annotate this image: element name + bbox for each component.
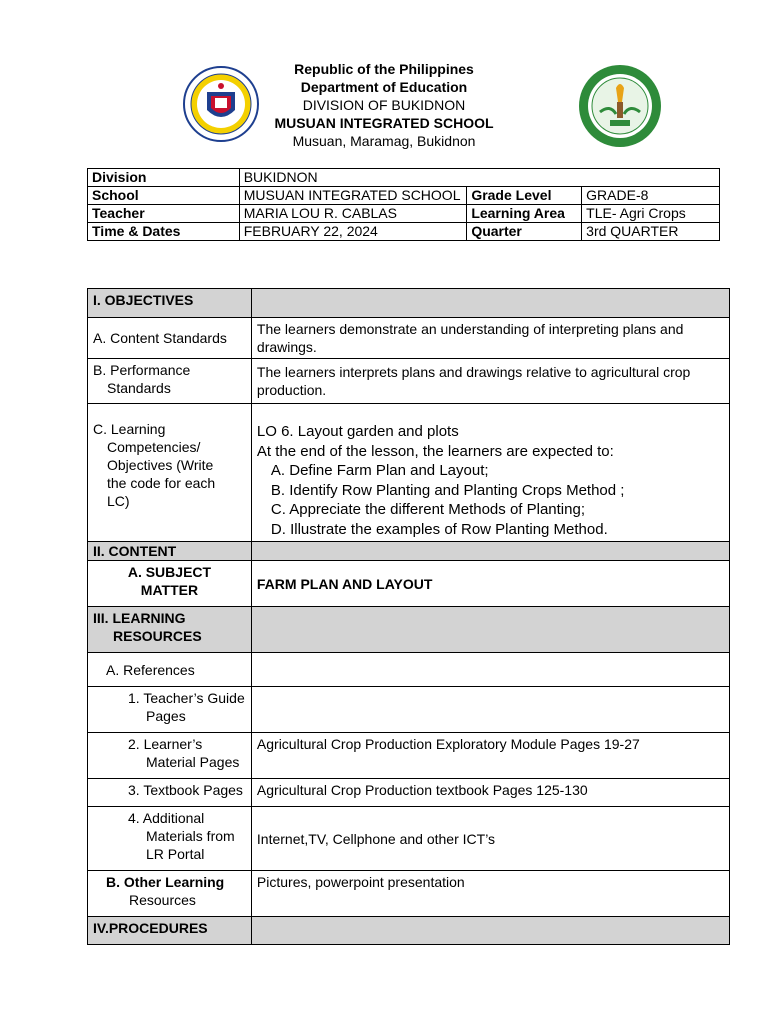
procedures-label: IV.PROCEDURES bbox=[88, 917, 252, 945]
learning-resources-row bbox=[88, 607, 730, 653]
references-row bbox=[88, 653, 730, 687]
textbook-row bbox=[88, 779, 730, 807]
resources-label-line-2: RESOURCES bbox=[113, 628, 202, 644]
division-value: BUKIDNON bbox=[239, 169, 719, 187]
subject-matter-row bbox=[88, 561, 730, 607]
time-label: Time & Dates bbox=[88, 223, 240, 241]
content-standards-label: A. Content Standards bbox=[88, 318, 252, 359]
subject-matter-label bbox=[88, 561, 252, 607]
content-value bbox=[251, 542, 729, 561]
am-label-line-1: 4. Additional bbox=[128, 810, 205, 826]
lc-label-line-4: the code for each bbox=[107, 475, 216, 491]
tg-label-line-2: Pages bbox=[146, 708, 186, 724]
info-row-teacher bbox=[88, 205, 720, 223]
learners-material-value: Agricultural Crop Production Exploratory Module Pages 19-27 bbox=[251, 733, 729, 779]
division-label: Division bbox=[88, 169, 240, 187]
am-label-line-2: Materials from bbox=[146, 828, 235, 844]
area-label: Learning Area bbox=[467, 205, 582, 223]
content-standards-row bbox=[88, 318, 730, 359]
quarter-value: 3rd QUARTER bbox=[582, 223, 720, 241]
header-line-2: Department of Education bbox=[300, 79, 468, 95]
learning-competencies-label bbox=[88, 404, 252, 542]
lc-label-line-1: C. Learning bbox=[93, 421, 166, 437]
learners-material-label bbox=[88, 733, 252, 779]
grade-label: Grade Level bbox=[467, 187, 582, 205]
other-label-line-1: B. Other Learning bbox=[106, 874, 225, 890]
textbook-label: 3. Textbook Pages bbox=[88, 779, 252, 807]
subject-matter-value: FARM PLAN AND LAYOUT bbox=[251, 561, 729, 607]
content-label: II. CONTENT bbox=[88, 542, 252, 561]
grade-value: GRADE-8 bbox=[582, 187, 720, 205]
performance-label-line-1: B. Performance bbox=[93, 362, 191, 378]
resources-label-line-1: III. LEARNING bbox=[93, 610, 186, 626]
teachers-guide-row bbox=[88, 687, 730, 733]
lm-label-line-1: 2. Learner’s bbox=[128, 736, 203, 752]
lc-objective-item: B. Identify Row Planting and Planting Crops Method ; bbox=[270, 481, 625, 499]
learners-material-row bbox=[88, 733, 730, 779]
performance-standards-row bbox=[88, 359, 730, 404]
info-row-division bbox=[88, 169, 720, 187]
lc-title: LO 6. Layout garden and plots bbox=[256, 423, 459, 440]
header-line-5: Musuan, Maramag, Bukidnon bbox=[292, 133, 476, 149]
subject-label-line-2: MATTER bbox=[140, 582, 199, 598]
area-value: TLE- Agri Crops bbox=[582, 205, 720, 223]
procedures-value bbox=[251, 917, 729, 945]
am-label-line-3: LR Portal bbox=[146, 846, 205, 862]
performance-standards-value: The learners interprets plans and drawings relative to agricultural crop production. bbox=[251, 359, 729, 404]
learning-resources-value bbox=[251, 607, 729, 653]
lc-objective-item: D. Illustrate the examples of Row Planting Method. bbox=[270, 520, 608, 538]
teacher-label: Teacher bbox=[88, 205, 240, 223]
objectives-label: I. OBJECTIVES bbox=[88, 289, 252, 318]
learning-competencies-value bbox=[251, 404, 729, 542]
content-standards-value: The learners demonstrate an understanding of interpreting plans and drawings. bbox=[251, 318, 729, 359]
lc-objectives-list bbox=[257, 461, 724, 539]
additional-materials-label bbox=[88, 807, 252, 871]
learning-resources-label bbox=[88, 607, 252, 653]
school-value: MUSUAN INTEGRATED SCHOOL bbox=[239, 187, 467, 205]
header-line-1: Republic of the Philippines bbox=[294, 61, 474, 77]
other-resources-value: Pictures, powerpoint presentation bbox=[251, 871, 729, 917]
document-header bbox=[0, 60, 768, 150]
procedures-row bbox=[88, 917, 730, 945]
info-table bbox=[87, 168, 720, 241]
time-value: FEBRUARY 22, 2024 bbox=[239, 223, 467, 241]
lc-intro: At the end of the lesson, the learners are expected to: bbox=[256, 442, 614, 460]
lc-label-line-5: LC) bbox=[107, 493, 130, 509]
lc-objective-item: A. Define Farm Plan and Layout; bbox=[270, 462, 489, 479]
teachers-guide-value bbox=[251, 687, 729, 733]
other-resources-label bbox=[88, 871, 252, 917]
info-row-time bbox=[88, 223, 720, 241]
teacher-value: MARIA LOU R. CABLAS bbox=[239, 205, 467, 223]
lm-label-line-2: Material Pages bbox=[146, 754, 240, 770]
references-label: A. References bbox=[88, 653, 252, 687]
textbook-value: Agricultural Crop Production textbook Pages 125-130 bbox=[251, 779, 729, 807]
additional-materials-row bbox=[88, 807, 730, 871]
performance-standards-label bbox=[88, 359, 252, 404]
other-label-line-2: Resources bbox=[129, 892, 196, 908]
objectives-value bbox=[251, 289, 729, 318]
lc-objective-item: C. Appreciate the different Methods of Planting; bbox=[270, 501, 585, 518]
other-resources-row bbox=[88, 871, 730, 917]
header-line-3: DIVISION OF BUKIDNON bbox=[302, 97, 466, 113]
tg-label-line-1: 1. Teacher’s Guide bbox=[128, 690, 245, 706]
additional-materials-value: Internet,TV, Cellphone and other ICT’s bbox=[251, 807, 729, 871]
quarter-label: Quarter bbox=[467, 223, 582, 241]
objectives-row bbox=[88, 289, 730, 318]
references-value bbox=[251, 653, 729, 687]
lc-label-line-2: Competencies/ bbox=[107, 439, 201, 455]
lc-label-line-3: Objectives (Write bbox=[107, 457, 214, 473]
content-row bbox=[88, 542, 730, 561]
performance-label-line-2: Standards bbox=[107, 380, 171, 396]
lesson-plan-table bbox=[87, 288, 730, 945]
learning-competencies-row bbox=[88, 404, 730, 542]
school-label: School bbox=[88, 187, 240, 205]
subject-label-line-1: A. SUBJECT bbox=[127, 564, 212, 580]
header-line-4: MUSUAN INTEGRATED SCHOOL bbox=[274, 115, 494, 131]
info-row-school bbox=[88, 187, 720, 205]
teachers-guide-label bbox=[88, 687, 252, 733]
